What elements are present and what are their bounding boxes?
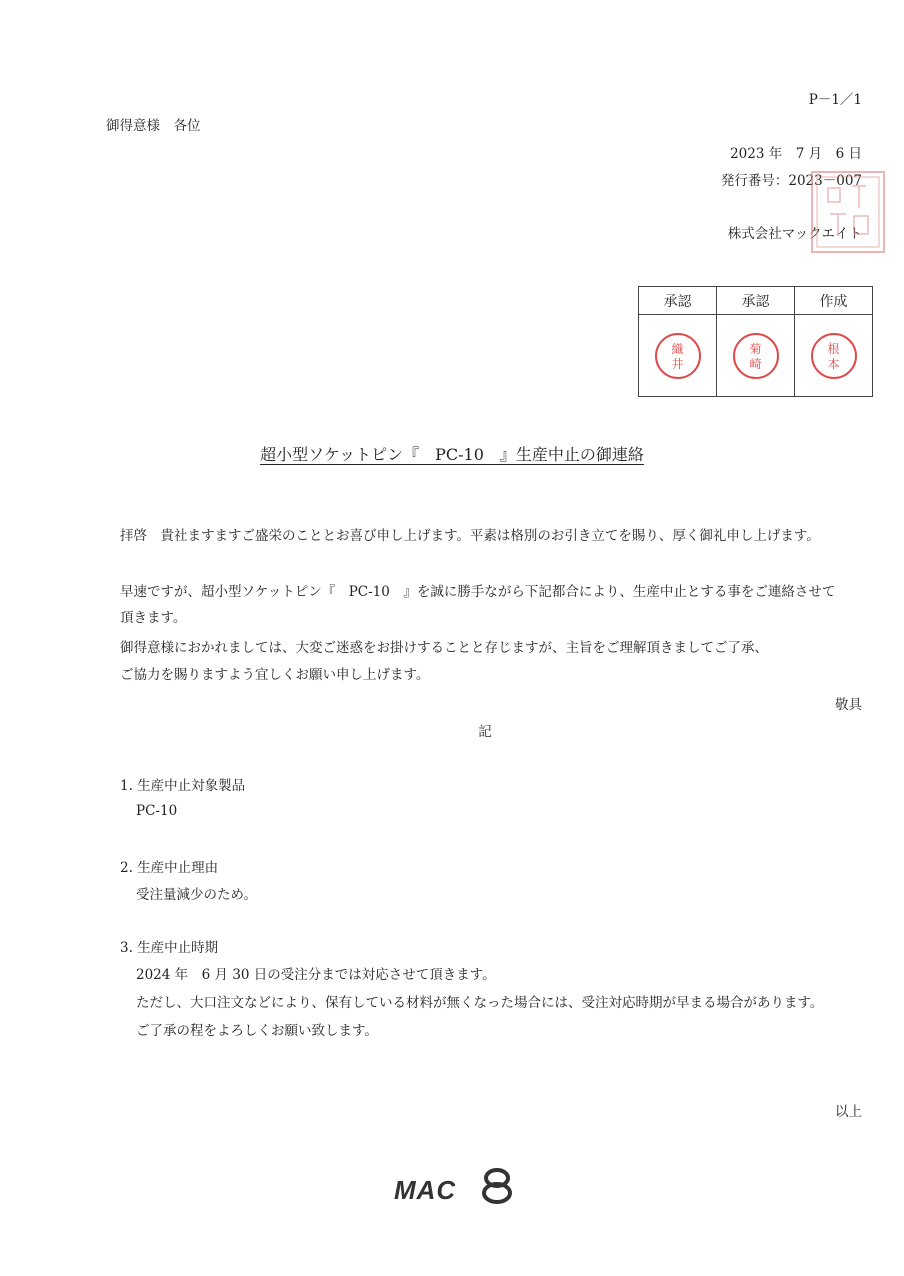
seal-char: 井 (671, 356, 684, 371)
recipient: 御得意様 各位 (106, 118, 201, 134)
body-paragraph-line: 早速ですが、超小型ソケットピン『 PC-10 』を誠に勝手ながら下記都合により、生産中止とする事をご連絡させて (120, 584, 836, 600)
issue-date: 2023 年 7 月 6 日 (730, 146, 862, 162)
seal-char: 菊 (749, 341, 762, 356)
seal-char: 織 (671, 341, 684, 356)
item-text: ご了承の程をよろしくお願い致します。 (136, 1023, 378, 1039)
seal-char: 本 (827, 356, 840, 371)
company-name: 株式会社マックエイト (727, 226, 862, 242)
issue-number: 発行番号：2023－007 (720, 173, 862, 189)
ki-heading: 記 (478, 724, 492, 740)
body-paragraph-line: 御得意様におかれましては、大変ご迷惑をお掛けすることと存じますが、主旨をご理解頂きましてご了承、 (120, 640, 768, 656)
item-heading: 2. 生産中止理由 (120, 860, 219, 876)
body-paragraph-line: 頂きます。 (120, 610, 187, 626)
approval-seal (733, 333, 779, 379)
approval-header: 作成 (795, 287, 873, 315)
document-subject: 超小型ソケットピン『 PC-10 』生産中止の御連絡 (260, 445, 644, 464)
item-text: ただし、大口注文などにより、保有している材料が無くなった場合には、受注対応時期が早まる場合があります。 (136, 995, 824, 1011)
item-text: PC-10 (136, 803, 178, 819)
svg-text:MAC: MAC (394, 1175, 457, 1205)
company-seal-stamp (808, 168, 888, 256)
mac8-logo (392, 1166, 518, 1206)
item-heading: 1. 生産中止対象製品 (120, 778, 246, 794)
seal-char: 崎 (749, 356, 762, 371)
seal-char: 根 (827, 341, 840, 356)
approval-seal (655, 333, 701, 379)
ijo-end-mark: 以上 (835, 1104, 862, 1120)
item-text: 受注量減少のため。 (136, 887, 257, 903)
item-text: 2024 年 6 月 30 日の受注分までは対応させて頂きます。 (136, 967, 496, 983)
approval-table (638, 286, 873, 397)
item-heading: 3. 生産中止時期 (120, 940, 219, 956)
body-paragraph-line: ご協力を賜りますよう宜しくお願い申し上げます。 (120, 667, 430, 683)
closing-word: 敬具 (835, 697, 862, 713)
approval-header: 承認 (717, 287, 795, 315)
approval-header: 承認 (639, 287, 717, 315)
greeting-text: 拝啓 貴社ますますご盛栄のこととお喜び申し上げます。平素は格別のお引き立てを賜り、厚く御礼申し上げます。 (120, 528, 820, 544)
page-number: P－1／1 (808, 92, 862, 108)
creator-seal (811, 333, 857, 379)
